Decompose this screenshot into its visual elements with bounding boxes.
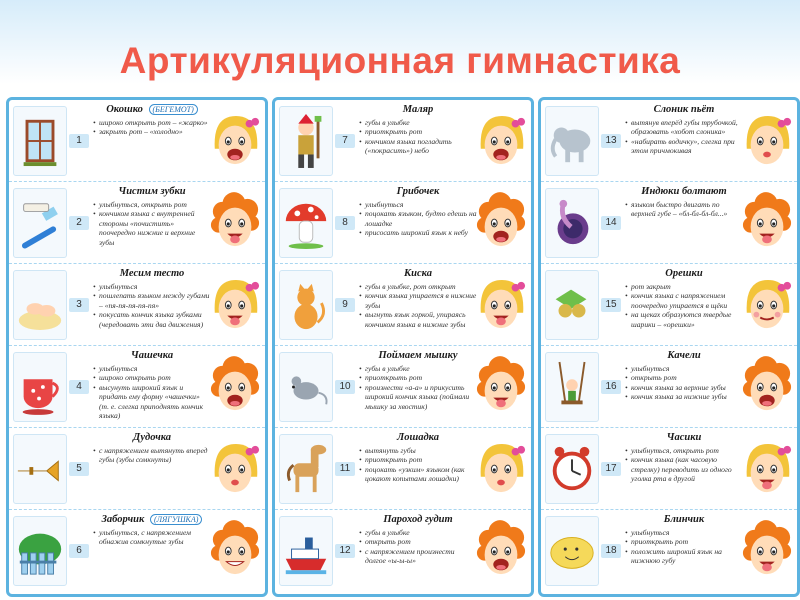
exercise-step: • рот закрыт [625,282,743,291]
mouse-icon [279,352,333,422]
exercise-title-text: Месим тесто [119,268,185,279]
exercise-step: • открыть рот [359,537,477,546]
exercise-card-8 [275,182,531,264]
exercise-title [625,104,743,115]
exercise-step: • улыбнуться, с напряжением обнажив сомкнутые зубы [93,528,211,547]
exercise-steps [625,200,743,219]
exercise-step: • вытянув вперёд губы трубочкой, образовать «хобот слоника» [625,118,743,137]
column-1 [6,97,268,597]
exercise-number: 17 [601,462,621,476]
exercise-title [93,186,211,197]
exercise-step: • кончиком языка с внутренней стороны «почистить» поочередно нижние и верхние зубы [93,209,211,247]
exercise-title-text: Заборчик [101,514,145,525]
exercise-step: • поцокать языком, будто едешь на лошадке [359,209,477,228]
exercise-title-text: Орешки [665,268,703,279]
exercise-step: • языком быстро двигать по верхней губе – «бл-бл-бл-бл...» [625,200,743,219]
exercise-card-11 [275,428,531,510]
exercise-number: 4 [69,380,89,394]
exercise-title-text: Грибочек [396,186,440,197]
exercise-steps [359,446,477,484]
exercise-title-text: Качели [667,350,701,361]
exercise-number: 3 [69,298,89,312]
child-face-icon [209,110,261,172]
exercise-title [359,350,477,361]
toothbrush-icon [13,188,67,258]
exercise-steps [625,118,743,156]
child-face-icon [741,192,793,254]
exercise-steps [93,282,211,329]
exercise-step: • выгнуть язык горкой, упираясь кончиком языка в нижние зубы [359,310,477,329]
exercise-number: 9 [335,298,355,312]
child-face-icon [209,192,261,254]
exercise-number: 16 [601,380,621,394]
exercise-step: • с напряжением вытянуть вперед губы (зубы сомкнуты) [93,446,211,465]
exercise-title-text: Чашечка [130,350,174,361]
exercise-number: 6 [69,544,89,558]
exercise-number: 1 [69,134,89,148]
exercise-title-text: Окошко [106,104,143,115]
exercise-number: 10 [335,380,355,394]
exercise-card-17 [541,428,797,510]
exercise-step: • улыбнуться [625,528,743,537]
exercise-card-9 [275,264,531,346]
nuts-icon [545,270,599,340]
exercise-steps [625,282,743,329]
exercise-card-5 [9,428,265,510]
child-face-icon [475,356,527,418]
exercise-card-7 [275,100,531,182]
child-face-icon [741,274,793,336]
exercise-steps [93,446,211,465]
child-face-icon [741,520,793,582]
exercise-steps [93,364,211,420]
mushroom-icon [279,188,333,258]
exercise-title-text: Индюки болтают [641,186,727,197]
exercise-card-2 [9,182,265,264]
exercise-title [93,104,211,115]
child-face-icon [741,110,793,172]
exercise-step: • «набирать водичку», слегка при этом причмокивая [625,137,743,156]
exercise-number: 8 [335,216,355,230]
exercise-number: 18 [601,544,621,558]
exercise-steps [625,446,743,484]
exercise-step: • широко открыть рот – «жарко» [93,118,211,127]
exercise-number: 14 [601,216,621,230]
exercise-step: • губы в улыбке [359,528,477,537]
exercise-poster [2,93,798,600]
child-face-icon [475,110,527,172]
window-icon [13,106,67,176]
exercise-number: 12 [335,544,355,558]
exercise-step: • пошлепать языком между губами – «пя-пя-пя-пя-пя» [93,291,211,310]
exercise-number: 11 [335,462,355,476]
exercise-number: 2 [69,216,89,230]
exercise-step: • на щеках образуются твердые шарики – «орешки» [625,310,743,329]
exercise-title [359,514,477,525]
exercise-step: • кончик языка за верхние зубы [625,383,743,392]
exercise-step: • высунуть широкий язык и придать ему форму «чашечки» (т. е. слегка приподнять кончик языка) [93,383,211,421]
exercise-title-text: Лошадка [397,432,439,443]
clock-icon [545,434,599,504]
child-face-icon [209,438,261,500]
exercise-steps [359,118,477,156]
child-face-icon [209,356,261,418]
exercise-card-12 [275,510,531,592]
exercise-number: 7 [335,134,355,148]
pancake-icon [545,516,599,586]
exercise-step: • приоткрыть рот [625,537,743,546]
exercise-card-18 [541,510,797,592]
exercise-steps [625,364,743,402]
exercise-step: • произнести «а-а» и прикусить широкий кончик языка (поймали мышку за хвостик) [359,383,477,411]
exercise-title [625,186,743,197]
exercise-step: • губы в улыбке, рот открыт [359,282,477,291]
exercise-step: • приоткрыть рот [359,455,477,464]
exercise-steps [359,528,477,566]
exercise-card-14 [541,182,797,264]
exercise-step: • приоткрыть рот [359,127,477,136]
child-face-icon [209,520,261,582]
exercise-card-16 [541,346,797,428]
column-2 [272,97,534,597]
exercise-step: • губы в улыбке [359,364,477,373]
exercise-title [93,514,211,525]
exercise-title [93,432,211,443]
exercise-title [625,432,743,443]
exercise-title [359,104,477,115]
exercise-step: • кончик языка за нижние зубы [625,392,743,401]
exercise-step: • кончик языка (как часовую стрелку) переводить из одного уголка рта в другой [625,455,743,483]
exercise-title [625,514,743,525]
exercise-alt-name: (БЕГЕМОТ) [149,104,198,115]
horse-icon [279,434,333,504]
exercise-step: • губы в улыбке [359,118,477,127]
exercise-title [359,186,477,197]
exercise-number: 13 [601,134,621,148]
dough-icon [13,270,67,340]
exercise-step: • широко открыть рот [93,373,211,382]
exercise-title [93,268,211,279]
child-face-icon [209,274,261,336]
exercise-step: • вытянуть губы [359,446,477,455]
exercise-step: • поцокать «узким» языком (как цокают копытами лошадки) [359,465,477,484]
exercise-step: • кончик языка упирается в нижние зубы [359,291,477,310]
exercise-step: • улыбнуться [93,364,211,373]
exercise-step: • улыбнуться [93,282,211,291]
column-3 [538,97,800,597]
exercise-steps [93,528,211,547]
cup-icon [13,352,67,422]
exercise-title [359,432,477,443]
exercise-step: • присосать широкий язык к небу [359,228,477,237]
exercise-card-3 [9,264,265,346]
exercise-step: • кончик языка с напряжением поочередно упирается в щёки [625,291,743,310]
child-face-icon [475,274,527,336]
exercise-card-1 [9,100,265,182]
page-title: Артикуляционная гимнастика [119,40,681,81]
ship-icon [279,516,333,586]
child-face-icon [741,356,793,418]
exercise-title [625,350,743,361]
exercise-card-15 [541,264,797,346]
painter-icon [279,106,333,176]
exercise-number: 15 [601,298,621,312]
exercise-title-text: Слоник пьёт [653,104,715,115]
child-face-icon [741,438,793,500]
exercise-steps [359,364,477,411]
child-face-icon [475,520,527,582]
exercise-step: • положить широкий язык на нижнюю губу [625,547,743,566]
exercise-title [359,268,477,279]
cat-icon [279,270,333,340]
exercise-title-text: Блинчик [663,514,705,525]
exercise-step: • улыбнуться [359,200,477,209]
exercise-title-text: Поймаем мышку [378,350,458,361]
exercise-card-13 [541,100,797,182]
exercise-steps [93,200,211,247]
exercise-number: 5 [69,462,89,476]
exercise-step: • улыбнуться, открыть рот [625,446,743,455]
exercise-step: • с напряжением произнести долгое «ы-ы-ы» [359,547,477,566]
exercise-title-text: Киска [404,268,432,279]
exercise-title-text: Маляр [402,104,434,115]
fence-icon [13,516,67,586]
exercise-card-6 [9,510,265,592]
exercise-steps [359,200,477,238]
turkey-icon [545,188,599,258]
exercise-step: • открыть рот [625,373,743,382]
exercise-steps [359,282,477,329]
exercise-title [625,268,743,279]
exercise-step: • покусать кончик языка зубками (чередовать эти два движения) [93,310,211,329]
child-face-icon [475,192,527,254]
elephant-icon [545,106,599,176]
exercise-step: • улыбнуться [625,364,743,373]
exercise-title-text: Часики [666,432,702,443]
exercise-step: • закрыть рот – «холодно» [93,127,211,136]
exercise-card-4 [9,346,265,428]
exercise-alt-name: (ЛЯГУШКА) [150,514,202,525]
exercise-steps [625,528,743,566]
exercise-title-text: Дудочка [132,432,172,443]
exercise-steps [93,118,211,137]
exercise-card-10 [275,346,531,428]
exercise-title [93,350,211,361]
exercise-title-text: Пароход гудит [383,514,453,525]
exercise-title-text: Чистим зубки [118,186,186,197]
exercise-step: • кончиком языка погладить («покрасить») небо [359,137,477,156]
exercise-step: • улыбнуться, открыть рот [93,200,211,209]
swing-icon [545,352,599,422]
child-face-icon [475,438,527,500]
exercise-step: • приоткрыть рот [359,373,477,382]
trumpet-icon [13,434,67,504]
